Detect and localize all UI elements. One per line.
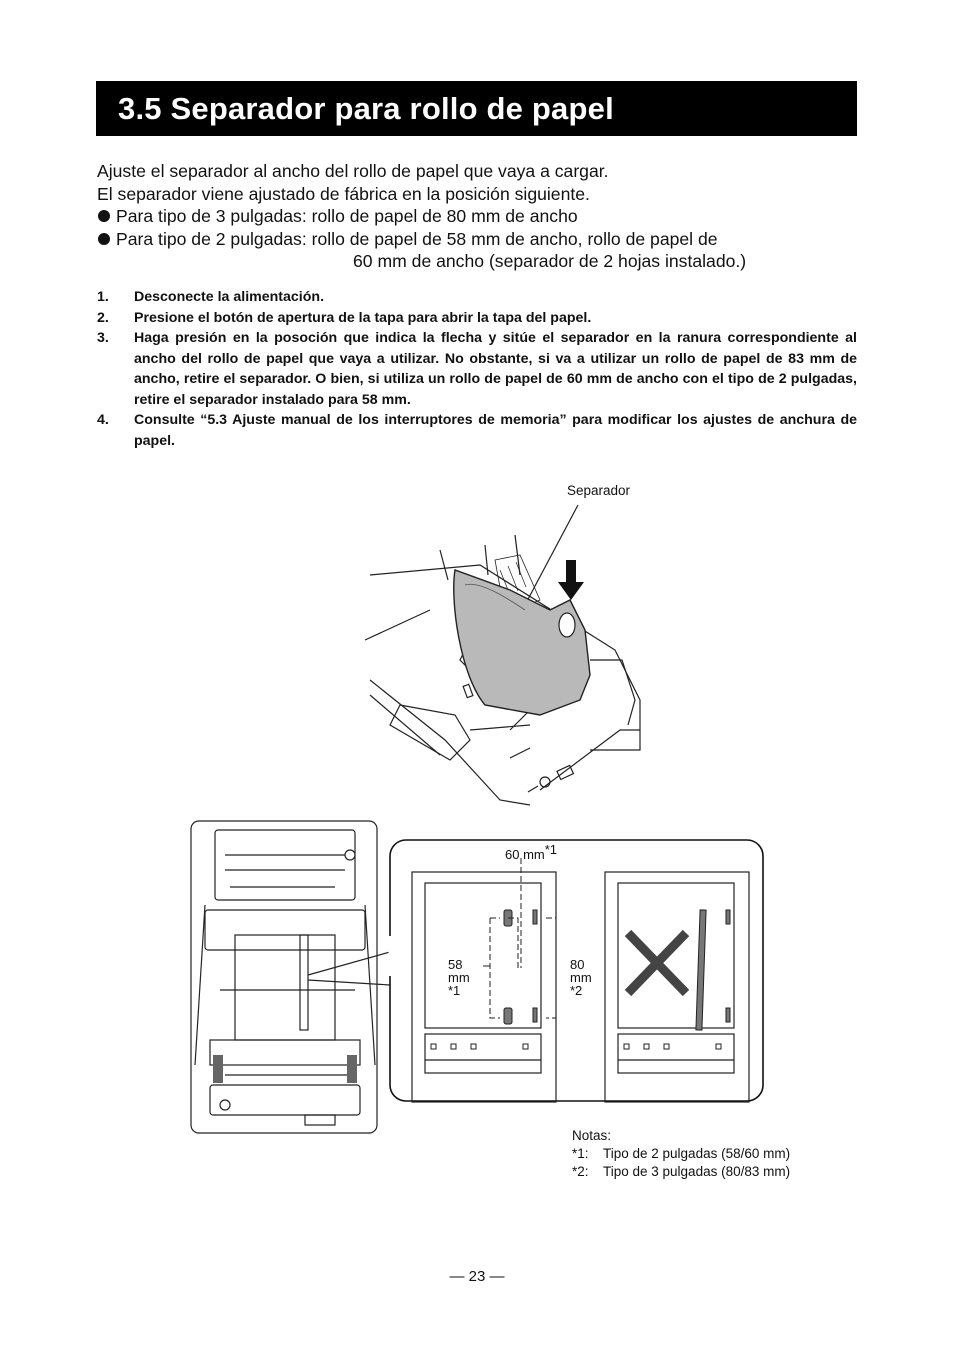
figure-notes: [572, 1127, 790, 1181]
intro-text: [97, 160, 859, 273]
separator-insertion-illustration: [360, 500, 650, 810]
step-item: 2. Presione el botón de apertura de la tapa para abrir la tapa del papel.: [97, 309, 592, 326]
steps-list: [97, 287, 857, 451]
section-title: 3.5 Separador para rollo de papel: [118, 91, 614, 126]
printer-top-view-illustration: [185, 815, 390, 1140]
bullet-dot-icon: [98, 210, 110, 222]
separator-label: Separador: [567, 483, 631, 498]
page-number: — 23 —: [449, 1268, 505, 1285]
note-item: *2: Tipo de 3 pulgadas (80/83 mm): [572, 1164, 791, 1179]
step-item: 3. Haga presión en la posoción que indica la flecha y sitúe el separador en la ranura correspondiente al ancho del rollo de papel que vaya a utilizar. No obstante, si va a utilizar un rollo de papel de 83 mm de ancho, retire el separador. O bien, si utiliza un rollo de papel de 60 mm de ancho con el tipo de 2 pulgadas, retire el separador instalado para 58 mm.: [97, 330, 857, 408]
label-58mm: 58 mm *1: [448, 957, 470, 998]
section-title-bar: [96, 81, 857, 136]
intro-bullet-2: Para tipo de 2 pulgadas: rollo de papel de 58 mm de ancho, rollo de papel de 60 mm de ancho (separador de 2 hojas instalado.): [97, 228, 859, 273]
intro-bullet-1: Para tipo de 3 pulgadas: rollo de papel de 80 mm de ancho: [97, 205, 859, 228]
step-item: 1. Desconecte la alimentación.: [97, 289, 325, 305]
note-item: *1: Tipo de 2 pulgadas (58/60 mm): [572, 1146, 791, 1161]
notes-title: Notas:: [572, 1128, 612, 1143]
intro-line-1: Ajuste el separador al ancho del rollo de papel que vaya a cargar.: [97, 161, 609, 181]
intro-line-2: El separador viene ajustado de fábrica en la posición siguiente.: [97, 183, 590, 204]
bullet-dot-icon: [98, 233, 110, 245]
label-80mm: 80 mm *2: [570, 957, 592, 998]
label-60mm: 60 mm*1: [505, 842, 558, 862]
step-item: 4. Consulte “5.3 Ajuste manual de los interruptores de memoria” para modificar los ajustes de anchura de papel.: [97, 412, 857, 449]
